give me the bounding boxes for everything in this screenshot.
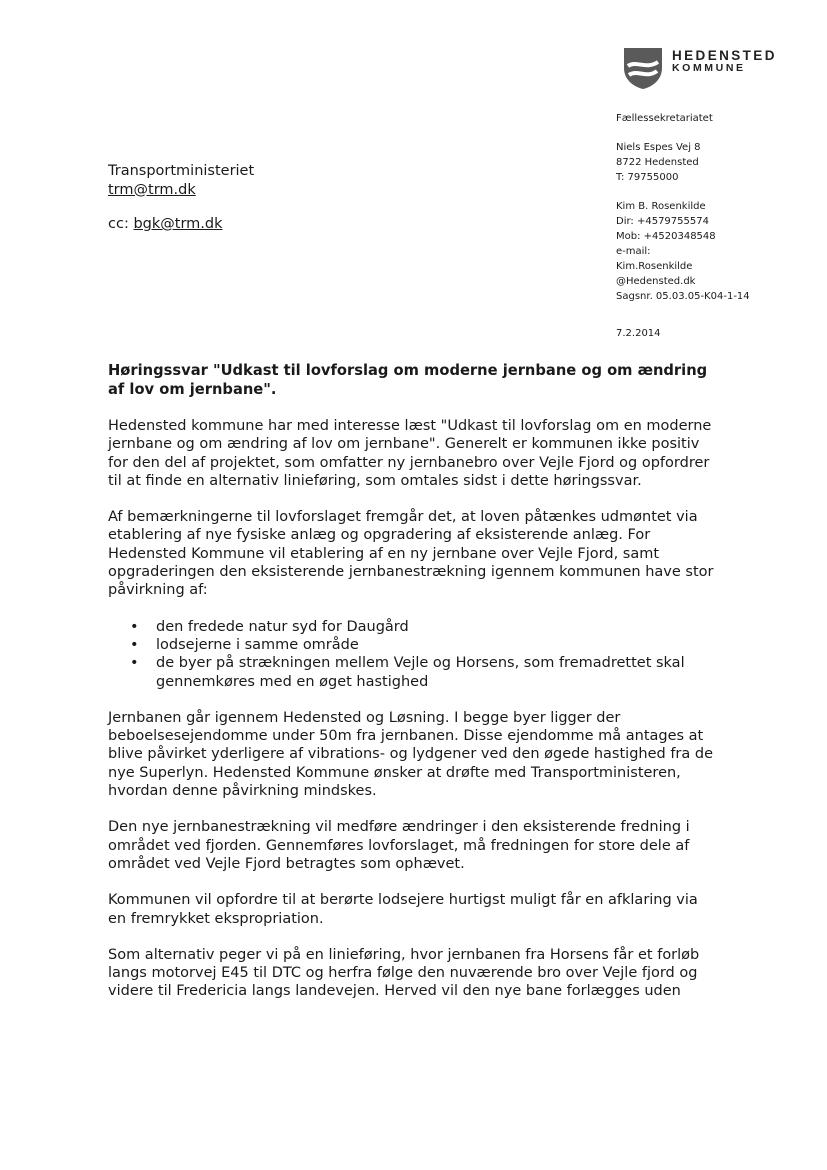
contact-email-line1: Kim.Rosenkilde <box>616 261 693 272</box>
paragraph-1: Hedensted kommune har med interesse læst "Udkast til lovforslag om en moderne jernbane og om ændring af lov om jernbane". Generelt er kommunen ikke positiv for den del af projektet, som omfatter ny jernbanebro over Vejle Fjord og opfordrer til at finde en alternativ linieføring, som omtales sidst i dette høringssvar. <box>108 418 712 489</box>
sender-phone: T: 79755000 <box>616 172 679 183</box>
cc-label: cc: <box>108 216 134 232</box>
contact-name: Kim B. Rosenkilde <box>616 201 706 212</box>
cc-email-link[interactable]: bgk@trm.dk <box>133 216 223 232</box>
letter-date: 7.2.2014 <box>616 328 661 339</box>
hedensted-logo <box>622 46 802 92</box>
sender-address-line1: Niels Espes Vej 8 <box>616 142 701 153</box>
contact-mobile: Mob: +4520348548 <box>616 231 716 242</box>
letter-title: Høringssvar "Udkast til lovforslag om moderne jernbane og om ændring af lov om jernbane". <box>108 362 708 398</box>
hedensted-shield-icon <box>622 46 664 90</box>
sender-info <box>616 111 821 341</box>
list-item: • den fredede natur syd for Daugård <box>156 618 718 636</box>
contact-email-line2: @Hedensted.dk <box>616 276 696 287</box>
paragraph-6: Som alternativ peger vi på en linieføring, hvor jernbanen fra Horsens får et forløb langs motorvej E45 til DTC og herfra følge den nuværende bro over Vejle fjord og videre til Fredericia langs landevejen. Herved vil den nye bane forlægges uden <box>108 946 700 1000</box>
recipient-email-link[interactable]: trm@trm.dk <box>108 181 196 198</box>
paragraph-5: Kommunen vil opfordre til at berørte lodsejere hurtigst muligt får en afklaring via en fremrykket ekspropriation. <box>108 892 698 927</box>
impact-list <box>108 618 718 691</box>
recipient-block <box>108 162 254 199</box>
case-number: Sagsnr. 05.03.05-K04-1-14 <box>616 291 750 302</box>
sender-department: Fællessekretariatet <box>616 113 713 124</box>
contact-email-label: e-mail: <box>616 246 651 257</box>
cc-line <box>108 216 223 232</box>
letter-body <box>108 362 718 1019</box>
sender-address-line2: 8722 Hedensted <box>616 157 699 168</box>
logo-name: HEDENSTED <box>672 48 777 63</box>
list-item: • de byer på strækningen mellem Vejle og Horsens, som fremadrettet skal gennemkøres med en øget hastighed <box>156 654 718 691</box>
contact-direct: Dir: +4579755574 <box>616 216 709 227</box>
paragraph-3: Jernbanen går igennem Hedensted og Løsning. I begge byer ligger der beboelsesejendomme under 50m fra jernbanen. Disse ejendomme må antages at blive påvirket yderligere af vibrations- og lydgener ved den øgede hastighed fra de nye Superlyn. Hedensted Kommune ønsker at drøfte med Transportministeren, hvordan denne påvirkning mindskes. <box>108 709 714 800</box>
paragraph-4: Den nye jernbanestrækning vil medføre ændringer i den eksisterende fredning i området ved fjorden. Gennemføres lovforslaget, må fredningen for store dele af området ved Vejle Fjord betragtes som ophævet. <box>108 819 690 872</box>
recipient-name: Transportministeriet <box>108 163 255 179</box>
paragraph-2: Af bemærkningerne til lovforslaget fremgår det, at loven påtænkes udmøntet via etablering af nye fysiske anlæg og opgradering af eksisterende anlæg. For Hedensted Kommune vil etablering af en ny jernbane over Vejle Fjord, samt opgraderingen den eksisterende jernbanestrækning igennem kommunen have stor påvirkning af: <box>108 509 714 599</box>
list-item: • lodsejerne i samme område <box>156 636 718 654</box>
logo-subtitle: KOMMUNE <box>672 62 746 74</box>
